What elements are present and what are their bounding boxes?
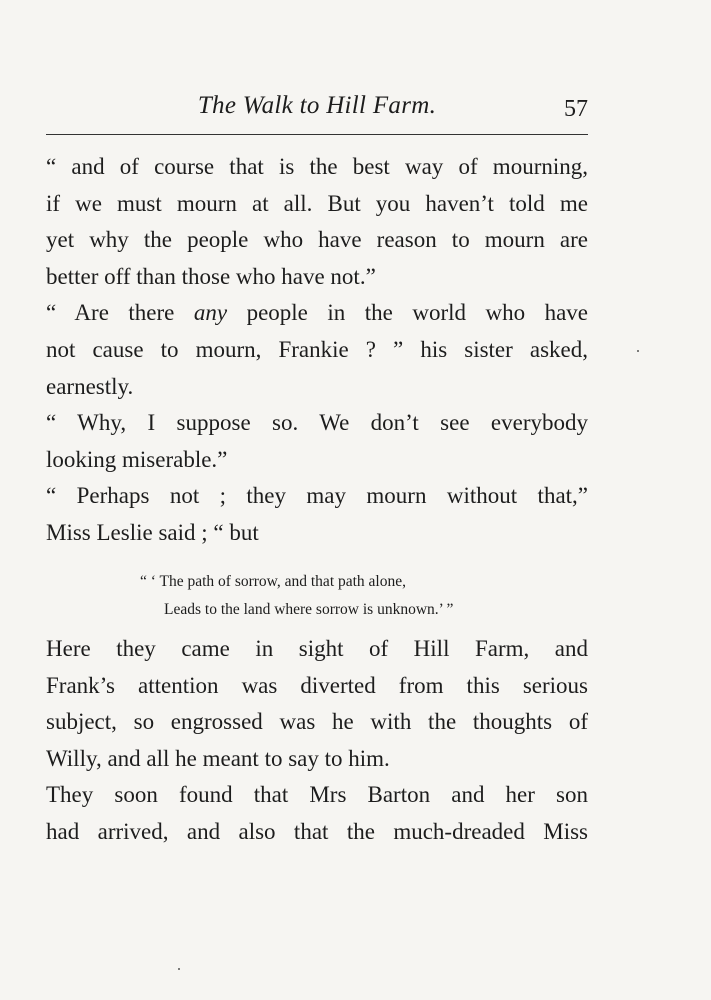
text-line: better off than those who have not.” <box>46 263 376 289</box>
verse-line: Leads to the land where sorrow is unknown.’ ” <box>164 601 454 618</box>
emphasis-word: any <box>193 300 228 326</box>
paper-speck <box>178 968 180 970</box>
running-head <box>46 92 588 132</box>
text-line: not cause to mourn, Frankie ? ” his sister asked, <box>46 336 588 362</box>
text-line: Here they came in sight of Hill Farm, and <box>46 636 588 661</box>
page-number: 57 <box>564 96 588 122</box>
text-line: yet why the people who have reason to mourn are <box>46 227 588 253</box>
text-line: “ Why, I suppose so. We don’t see everybody <box>46 410 588 436</box>
body-text <box>46 149 588 552</box>
text-line: “ and of course that is the best way of mourning, <box>46 154 588 179</box>
verse-line: “ ‘ The path of sorrow, and that path alone, <box>140 573 406 590</box>
text-line <box>46 295 588 332</box>
header-rule <box>46 134 588 135</box>
text-segment: “ Are there <box>46 300 194 326</box>
text-line: Frank’s attention was diverted from this serious <box>46 672 588 698</box>
text-segment: people in the world who have <box>227 300 588 326</box>
verse-quote <box>140 568 540 624</box>
text-line: if we must mourn at all. But you haven’t told me <box>46 190 588 216</box>
text-line: Miss Leslie said ; “ but <box>46 519 259 545</box>
text-line: earnestly. <box>46 373 134 399</box>
paper-speck <box>637 350 639 352</box>
text-line: had arrived, and also that the much-dreaded Miss <box>46 818 588 844</box>
text-line: looking miserable.” <box>46 446 228 472</box>
text-line: Willy, and all he meant to say to him. <box>46 745 390 771</box>
chapter-title: The Walk to Hill Farm. <box>197 92 437 119</box>
body-text-continued <box>46 631 588 851</box>
text-line: They soon found that Mrs Barton and her son <box>46 782 588 808</box>
text-line: “ Perhaps not ; they may mourn without that,” <box>46 483 588 509</box>
text-line: subject, so engrossed was he with the thoughts of <box>46 709 588 735</box>
